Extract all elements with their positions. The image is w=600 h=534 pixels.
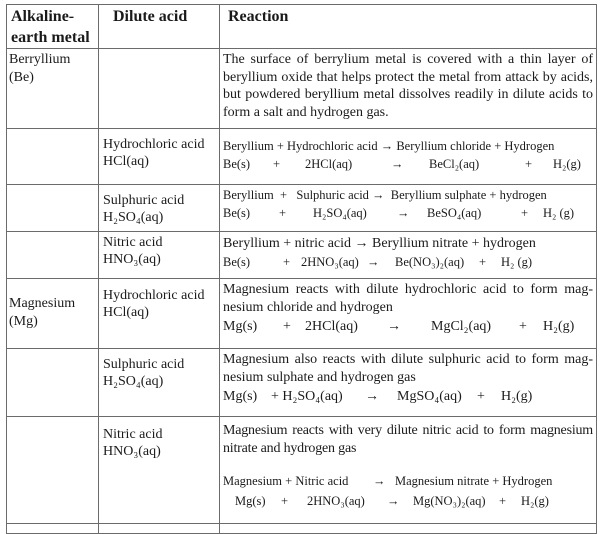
arrow-icon: → [373,474,386,488]
description-text: Magnesium reacts with very dilute nitric acid to form magnesium nitrate and hydrogen gas [223,423,593,456]
word-equation: Beryllium + Hydrochloric acid → Beryllium chloride + Hydrogen [223,139,555,153]
description-text: Magnesium also reacts with dilute sulphuric acid to form mag-nesium sulphate and hydrogen gas [223,352,593,385]
arrow-icon: → [387,319,401,334]
empty-cell [7,185,99,232]
acid-cell: Sulphuric acid H₂SO₄(aq) [99,349,220,417]
table-row [7,524,597,534]
empty-cell [99,49,220,129]
table-row [7,349,597,417]
table-row [7,129,597,185]
symbol-equation: Mg(s) + 2HCl(aq) → MgCl₂(aq) + H₂(g) [223,316,593,338]
table-row [7,232,597,279]
metal-cell-magnesium: Magnesium (Mg) [7,279,99,349]
word-equation: Beryllium + nitric acid → Beryllium nitrate + hydrogen [223,236,536,251]
metal-cell-beryllium: Berryllium (Be) [7,49,99,129]
reaction-cell [220,232,597,279]
symbol-equation: Be(s) + 2HCl(aq) → BeCl₂(aq) + H₂(g) [223,155,593,174]
description-text: The surface of berrylium metal is covered with a thin layer of beryllium oxide that helps protect the metal from attack by acids, but powdered beryllium metal dissolves readily in dilute acids to form a salt and hydrogen gas. [223,52,593,120]
acid-cell: Nitric acid HNO₃(aq) [99,417,220,524]
symbol-equation: Be(s) + H₂SO₄(aq) → BeSO₄(aq) + H₂ (g) [223,204,593,223]
empty-cell [220,524,597,534]
table-row [7,279,597,349]
empty-cell [99,524,220,534]
symbol-equation: Mg(s) + H₂SO₄(aq) → MgSO₄(aq) + H₂(g) [223,386,593,408]
reaction-cell [220,279,597,349]
symbol-equation: Be(s) + 2HNO₃(aq) → Be(NO₃)₂(aq) + H₂ (g) [223,253,593,272]
symbol-equation: Mg(s) + 2HNO₃(aq) → Mg(NO₃)₂(aq) + H₂(g) [223,491,593,511]
reaction-cell [220,49,597,129]
empty-cell [7,232,99,279]
arrow-icon: → [397,206,410,220]
acid-cell: Nitric acid HNO₃(aq) [99,232,220,279]
reaction-cell [220,349,597,417]
arrow-icon: → [367,255,380,269]
arrow-icon: → [387,494,400,508]
word-equation: Beryllium + Sulphuric acid → Beryllium sulphate + hydrogen [223,188,547,202]
arrow-icon: → [372,188,385,202]
acid-cell: Sulphuric acid H₂SO₄(aq) [99,185,220,232]
reaction-cell [220,417,597,524]
table-row [7,49,597,129]
header-reaction: Reaction [220,5,597,49]
word-equation: Magnesium + Nitric acid → Magnesium nitrate + Hydrogen [223,471,593,491]
arrow-icon: → [391,157,404,171]
empty-cell [7,129,99,185]
header-row [7,5,597,49]
reaction-cell [220,129,597,185]
arrow-icon: → [365,389,379,404]
reaction-cell [220,185,597,232]
empty-cell [7,417,99,524]
acid-cell: Hydrochloric acid HCl(aq) [99,279,220,349]
reactions-table [6,4,597,534]
header-metal: Alkaline- earth metal [7,5,99,49]
header-acid: Dilute acid [99,5,220,49]
acid-cell: Hydrochloric acid HCl(aq) [99,129,220,185]
arrow-icon: → [354,236,369,251]
description-text: Magnesium reacts with dilute hydrochloric acid to form mag-nesium chloride and hydrogen [223,282,593,315]
empty-cell [7,524,99,534]
arrow-icon: → [380,139,394,153]
empty-cell [7,349,99,417]
table-row [7,185,597,232]
table-row [7,417,597,524]
